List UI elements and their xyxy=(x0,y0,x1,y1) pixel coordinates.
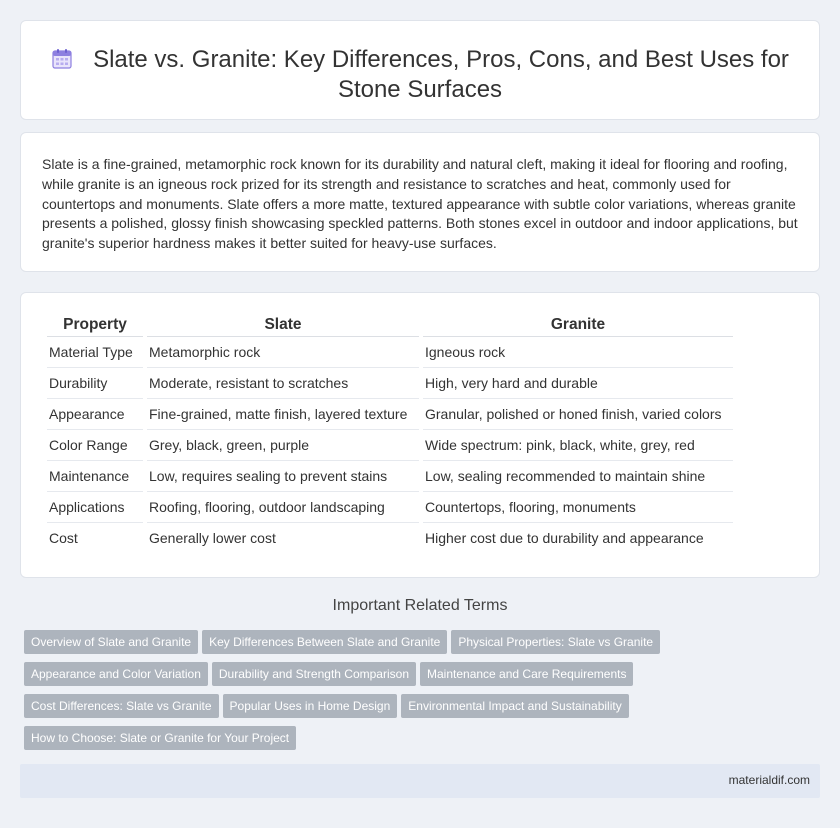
intro-paragraph: Slate is a fine-grained, metamorphic rock known for its durability and natural cleft, making it ideal for flooring and roofing, while granite is an igneous rock prized for its strength and resistance to scratches and heat, commonly used for countertops and monuments. Slate offers a more matte, textured appearance with subtle color variations, whereas granite presents a polished, glossy finish showcasing speckled patterns. Both stones excel in outdoor and indoor applications, but granite's superior hardness makes it better suited for heavy-use surfaces. xyxy=(42,156,798,252)
related-tag[interactable]: Appearance and Color Variation xyxy=(24,662,208,686)
table-row xyxy=(47,368,733,399)
related-tag[interactable]: Cost Differences: Slate vs Granite xyxy=(24,694,219,718)
cell-granite: Igneous rock xyxy=(423,337,733,368)
cell-slate: Fine-grained, matte finish, layered texture xyxy=(147,399,419,430)
cell-property: Durability xyxy=(47,368,143,399)
related-tag[interactable]: Key Differences Between Slate and Granite xyxy=(202,630,447,654)
related-tag[interactable]: Popular Uses in Home Design xyxy=(223,694,398,718)
cell-property: Color Range xyxy=(47,430,143,461)
cell-property: Applications xyxy=(47,492,143,523)
cell-granite: High, very hard and durable xyxy=(423,368,733,399)
cell-slate: Roofing, flooring, outdoor landscaping xyxy=(147,492,419,523)
table-row xyxy=(47,461,733,492)
cell-slate: Low, requires sealing to prevent stains xyxy=(147,461,419,492)
cell-property: Cost xyxy=(49,530,78,546)
table-row xyxy=(47,523,733,553)
calendar-icon xyxy=(51,48,73,70)
table-row xyxy=(47,399,733,430)
cell-granite: Countertops, flooring, monuments xyxy=(423,492,733,523)
cell-granite: Low, sealing recommended to maintain shine xyxy=(423,461,733,492)
related-tag[interactable]: Overview of Slate and Granite xyxy=(24,630,198,654)
cell-slate: Metamorphic rock xyxy=(147,337,419,368)
page-title-wrap xyxy=(41,45,799,105)
cell-slate: Moderate, resistant to scratches xyxy=(147,368,419,399)
header-granite: Granite xyxy=(423,314,733,337)
header-property: Property xyxy=(47,314,143,337)
table-header-row xyxy=(47,314,733,337)
table-row xyxy=(47,492,733,523)
intro-card xyxy=(20,132,820,272)
cell-granite: Granular, polished or honed finish, varied colors xyxy=(423,399,733,430)
table-row xyxy=(47,337,733,368)
related-tag[interactable]: Environmental Impact and Sustainability xyxy=(401,694,628,718)
header-slate: Slate xyxy=(147,314,419,337)
related-terms-tags xyxy=(24,630,744,758)
footer xyxy=(20,764,820,798)
cell-slate: Generally lower cost xyxy=(149,530,276,546)
table-row xyxy=(47,430,733,461)
cell-property: Material Type xyxy=(47,337,143,368)
related-terms-title: Important Related Terms xyxy=(332,597,508,614)
comparison-table-card xyxy=(20,292,820,578)
header-card xyxy=(20,20,820,120)
comparison-table xyxy=(43,314,737,553)
footer-site-link[interactable]: materialdif.com xyxy=(728,773,810,787)
cell-slate: Grey, black, green, purple xyxy=(147,430,419,461)
cell-granite: Higher cost due to durability and appearance xyxy=(425,530,704,546)
cell-property: Appearance xyxy=(47,399,143,430)
related-tag[interactable]: Maintenance and Care Requirements xyxy=(420,662,633,686)
related-tag[interactable]: Durability and Strength Comparison xyxy=(212,662,416,686)
cell-property: Maintenance xyxy=(47,461,143,492)
related-tag[interactable]: Physical Properties: Slate vs Granite xyxy=(451,630,660,654)
cell-granite: Wide spectrum: pink, black, white, grey, red xyxy=(423,430,733,461)
related-tag[interactable]: How to Choose: Slate or Granite for Your Project xyxy=(24,726,296,750)
page-title: Slate vs. Granite: Key Differences, Pros, Cons, and Best Uses for Stone Surfaces xyxy=(93,46,789,103)
